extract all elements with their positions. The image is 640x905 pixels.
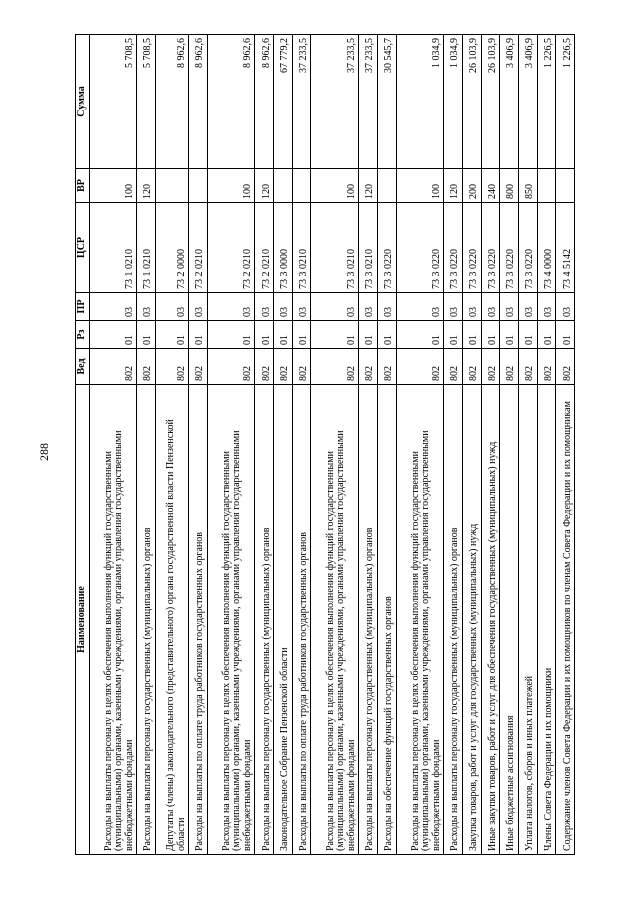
table-row xyxy=(292,35,311,855)
header-pr: ПР xyxy=(76,293,90,321)
cell-vr xyxy=(377,169,396,203)
cell-ved: 802 xyxy=(396,349,444,385)
cell-csr: 73 4 5142 xyxy=(556,203,575,293)
cell-ved: 802 xyxy=(137,349,156,385)
cell-vr xyxy=(189,169,208,203)
cell-rz: 01 xyxy=(537,321,556,349)
cell-pr: 03 xyxy=(189,293,208,321)
table-row xyxy=(444,35,463,855)
cell-csr: 73 3 0220 xyxy=(444,203,463,293)
cell-pr: 03 xyxy=(500,293,519,321)
cell-vr: 120 xyxy=(255,169,274,203)
cell-sum: 8 962,6 xyxy=(189,35,208,169)
cell-ved: 802 xyxy=(207,349,255,385)
cell-rz: 01 xyxy=(311,321,359,349)
cell-name: Законодательное Собрание Пензенской области xyxy=(274,385,293,855)
cell-name: Расходы на выплаты по оплате труда работников государственных органов xyxy=(292,385,311,855)
table-row xyxy=(462,35,481,855)
cell-vr xyxy=(537,169,556,203)
cell-sum: 67 779,2 xyxy=(274,35,293,169)
cell-csr: 73 4 0000 xyxy=(537,203,556,293)
cell-ved: 802 xyxy=(155,349,188,385)
cell-ved: 802 xyxy=(189,349,208,385)
cell-pr: 03 xyxy=(255,293,274,321)
cell-sum: 26 103,9 xyxy=(481,35,500,169)
cell-ved: 802 xyxy=(556,349,575,385)
cell-rz: 01 xyxy=(274,321,293,349)
cell-csr: 73 3 0220 xyxy=(518,203,537,293)
cell-rz: 01 xyxy=(155,321,188,349)
header-rz: Рз xyxy=(76,321,90,349)
cell-rz: 01 xyxy=(444,321,463,349)
cell-vr: 100 xyxy=(207,169,255,203)
cell-csr: 73 1 0210 xyxy=(137,203,156,293)
header-vr: ВР xyxy=(76,169,90,203)
cell-rz: 01 xyxy=(462,321,481,349)
cell-sum: 37 233,5 xyxy=(359,35,378,169)
cell-pr: 03 xyxy=(89,293,137,321)
cell-csr: 73 2 0000 xyxy=(155,203,188,293)
cell-name: Расходы на выплаты персоналу государственных (муниципальных) органов xyxy=(444,385,463,855)
cell-csr: 73 3 0220 xyxy=(462,203,481,293)
cell-vr: 240 xyxy=(481,169,500,203)
cell-rz: 01 xyxy=(292,321,311,349)
cell-ved: 802 xyxy=(311,349,359,385)
cell-name: Уплата налогов, сборов и иных платежей xyxy=(518,385,537,855)
cell-ved: 802 xyxy=(462,349,481,385)
cell-vr: 120 xyxy=(359,169,378,203)
header-csr: ЦСР xyxy=(76,203,90,293)
cell-vr: 100 xyxy=(89,169,137,203)
table-row xyxy=(89,35,137,855)
cell-rz: 01 xyxy=(189,321,208,349)
cell-csr: 73 3 0210 xyxy=(359,203,378,293)
cell-sum: 26 103,9 xyxy=(462,35,481,169)
cell-rz: 01 xyxy=(207,321,255,349)
cell-rz: 01 xyxy=(255,321,274,349)
cell-csr: 73 3 0210 xyxy=(311,203,359,293)
cell-rz: 01 xyxy=(556,321,575,349)
table-row xyxy=(396,35,444,855)
cell-name: Расходы на выплаты персоналу государственных (муниципальных) органов xyxy=(255,385,274,855)
cell-vr xyxy=(274,169,293,203)
cell-pr: 03 xyxy=(518,293,537,321)
cell-rz: 01 xyxy=(500,321,519,349)
table-row xyxy=(377,35,396,855)
cell-vr: 100 xyxy=(396,169,444,203)
cell-ved: 802 xyxy=(537,349,556,385)
cell-name: Иные бюджетные ассигнования xyxy=(500,385,519,855)
table-row xyxy=(537,35,556,855)
table-row xyxy=(359,35,378,855)
table-row xyxy=(274,35,293,855)
cell-sum: 1 034,9 xyxy=(396,35,444,169)
cell-ved: 802 xyxy=(481,349,500,385)
cell-rz: 01 xyxy=(518,321,537,349)
cell-ved: 802 xyxy=(89,349,137,385)
cell-pr: 03 xyxy=(462,293,481,321)
cell-name: Депутаты (члены) законодательного (представительного) органа государственной власти Пензенской области xyxy=(155,385,188,855)
cell-rz: 01 xyxy=(377,321,396,349)
cell-ved: 802 xyxy=(359,349,378,385)
table-row xyxy=(207,35,255,855)
cell-name: Расходы на выплаты персоналу в целях обеспечения выполнения функций государственными (муниципальными) органами, казенными учреждениями, органами управления государственными внебюджетными фондами xyxy=(207,385,255,855)
cell-rz: 01 xyxy=(359,321,378,349)
cell-name: Иные закупки товаров, работ и услуг для обеспечения государственных (муниципальных) нужд xyxy=(481,385,500,855)
cell-sum: 1 226,5 xyxy=(556,35,575,169)
cell-pr: 03 xyxy=(359,293,378,321)
rotated-table-wrapper xyxy=(75,35,575,855)
table-row xyxy=(155,35,188,855)
cell-name: Расходы на выплаты персоналу в целях обеспечения выполнения функций государственными (муниципальными) органами, казенными учреждениями, органами управления государственными внебюджетными фондами xyxy=(311,385,359,855)
cell-name: Расходы на выплаты персоналу в целях обеспечения выполнения функций государственными (муниципальными) органами, казенными учреждениями, органами управления государственными внебюджетными фондами xyxy=(396,385,444,855)
cell-pr: 03 xyxy=(274,293,293,321)
cell-pr: 03 xyxy=(155,293,188,321)
cell-ved: 802 xyxy=(518,349,537,385)
table-row xyxy=(189,35,208,855)
cell-name: Члены Совета Федерации и их помощники xyxy=(537,385,556,855)
cell-sum: 8 962,6 xyxy=(207,35,255,169)
cell-sum: 3 406,9 xyxy=(518,35,537,169)
cell-name: Расходы на выплаты персоналу в целях обеспечения выполнения функций государственными (муниципальными) органами, казенными учреждениями, органами управления государственными внебюджетными фондами xyxy=(89,385,137,855)
cell-vr: 200 xyxy=(462,169,481,203)
cell-csr: 73 3 0220 xyxy=(377,203,396,293)
cell-sum: 5 708,5 xyxy=(137,35,156,169)
cell-csr: 73 2 0210 xyxy=(189,203,208,293)
cell-csr: 73 3 0220 xyxy=(500,203,519,293)
cell-name: Содержание членов Совета Федерации и их помощников по членам Совета Федерации и их помощникам xyxy=(556,385,575,855)
cell-rz: 01 xyxy=(481,321,500,349)
cell-pr: 03 xyxy=(537,293,556,321)
cell-pr: 03 xyxy=(481,293,500,321)
header-ved: Вед xyxy=(76,349,90,385)
cell-sum: 8 962,6 xyxy=(155,35,188,169)
cell-name: Расходы на обеспечение функций государственных органов xyxy=(377,385,396,855)
cell-pr: 03 xyxy=(396,293,444,321)
table-row xyxy=(255,35,274,855)
cell-sum: 37 233,5 xyxy=(311,35,359,169)
table-row xyxy=(137,35,156,855)
cell-pr: 03 xyxy=(292,293,311,321)
cell-vr: 100 xyxy=(311,169,359,203)
cell-sum: 3 406,9 xyxy=(500,35,519,169)
cell-rz: 01 xyxy=(396,321,444,349)
cell-vr: 120 xyxy=(444,169,463,203)
cell-csr: 73 2 0210 xyxy=(207,203,255,293)
table-row xyxy=(556,35,575,855)
table-row xyxy=(481,35,500,855)
table-row xyxy=(311,35,359,855)
cell-sum: 30 545,7 xyxy=(377,35,396,169)
cell-vr: 850 xyxy=(518,169,537,203)
cell-sum: 8 962,6 xyxy=(255,35,274,169)
cell-csr: 73 3 0000 xyxy=(274,203,293,293)
cell-rz: 01 xyxy=(89,321,137,349)
cell-ved: 802 xyxy=(444,349,463,385)
cell-rz: 01 xyxy=(137,321,156,349)
cell-vr: 120 xyxy=(137,169,156,203)
cell-vr xyxy=(292,169,311,203)
cell-sum: 5 708,5 xyxy=(89,35,137,169)
cell-pr: 03 xyxy=(556,293,575,321)
header-sum: Сумма xyxy=(76,35,90,169)
cell-vr xyxy=(556,169,575,203)
cell-vr: 800 xyxy=(500,169,519,203)
cell-sum: 1 034,9 xyxy=(444,35,463,169)
page-number: 288 xyxy=(37,443,51,461)
cell-name: Закупка товаров, работ и услуг для государственных (муниципальных) нужд xyxy=(462,385,481,855)
cell-ved: 802 xyxy=(500,349,519,385)
cell-name: Расходы на выплаты персоналу государственных (муниципальных) органов xyxy=(137,385,156,855)
table-header-row xyxy=(76,35,90,855)
cell-pr: 03 xyxy=(377,293,396,321)
cell-sum: 1 226,5 xyxy=(537,35,556,169)
cell-pr: 03 xyxy=(207,293,255,321)
header-name: Наименование xyxy=(76,385,90,855)
table-body xyxy=(89,35,575,855)
cell-sum: 37 233,5 xyxy=(292,35,311,169)
cell-ved: 802 xyxy=(255,349,274,385)
cell-ved: 802 xyxy=(377,349,396,385)
cell-csr: 73 3 0210 xyxy=(292,203,311,293)
cell-csr: 73 2 0210 xyxy=(255,203,274,293)
cell-pr: 03 xyxy=(137,293,156,321)
cell-csr: 73 3 0220 xyxy=(481,203,500,293)
cell-ved: 802 xyxy=(292,349,311,385)
cell-name: Расходы на выплаты по оплате труда работников государственных органов xyxy=(189,385,208,855)
cell-csr: 73 3 0220 xyxy=(396,203,444,293)
cell-ved: 802 xyxy=(274,349,293,385)
cell-pr: 03 xyxy=(444,293,463,321)
cell-csr: 73 1 0210 xyxy=(89,203,137,293)
cell-vr xyxy=(155,169,188,203)
table-row xyxy=(518,35,537,855)
budget-table xyxy=(75,34,575,855)
table-row xyxy=(500,35,519,855)
cell-pr: 03 xyxy=(311,293,359,321)
cell-name: Расходы на выплаты персоналу государственных (муниципальных) органов xyxy=(359,385,378,855)
